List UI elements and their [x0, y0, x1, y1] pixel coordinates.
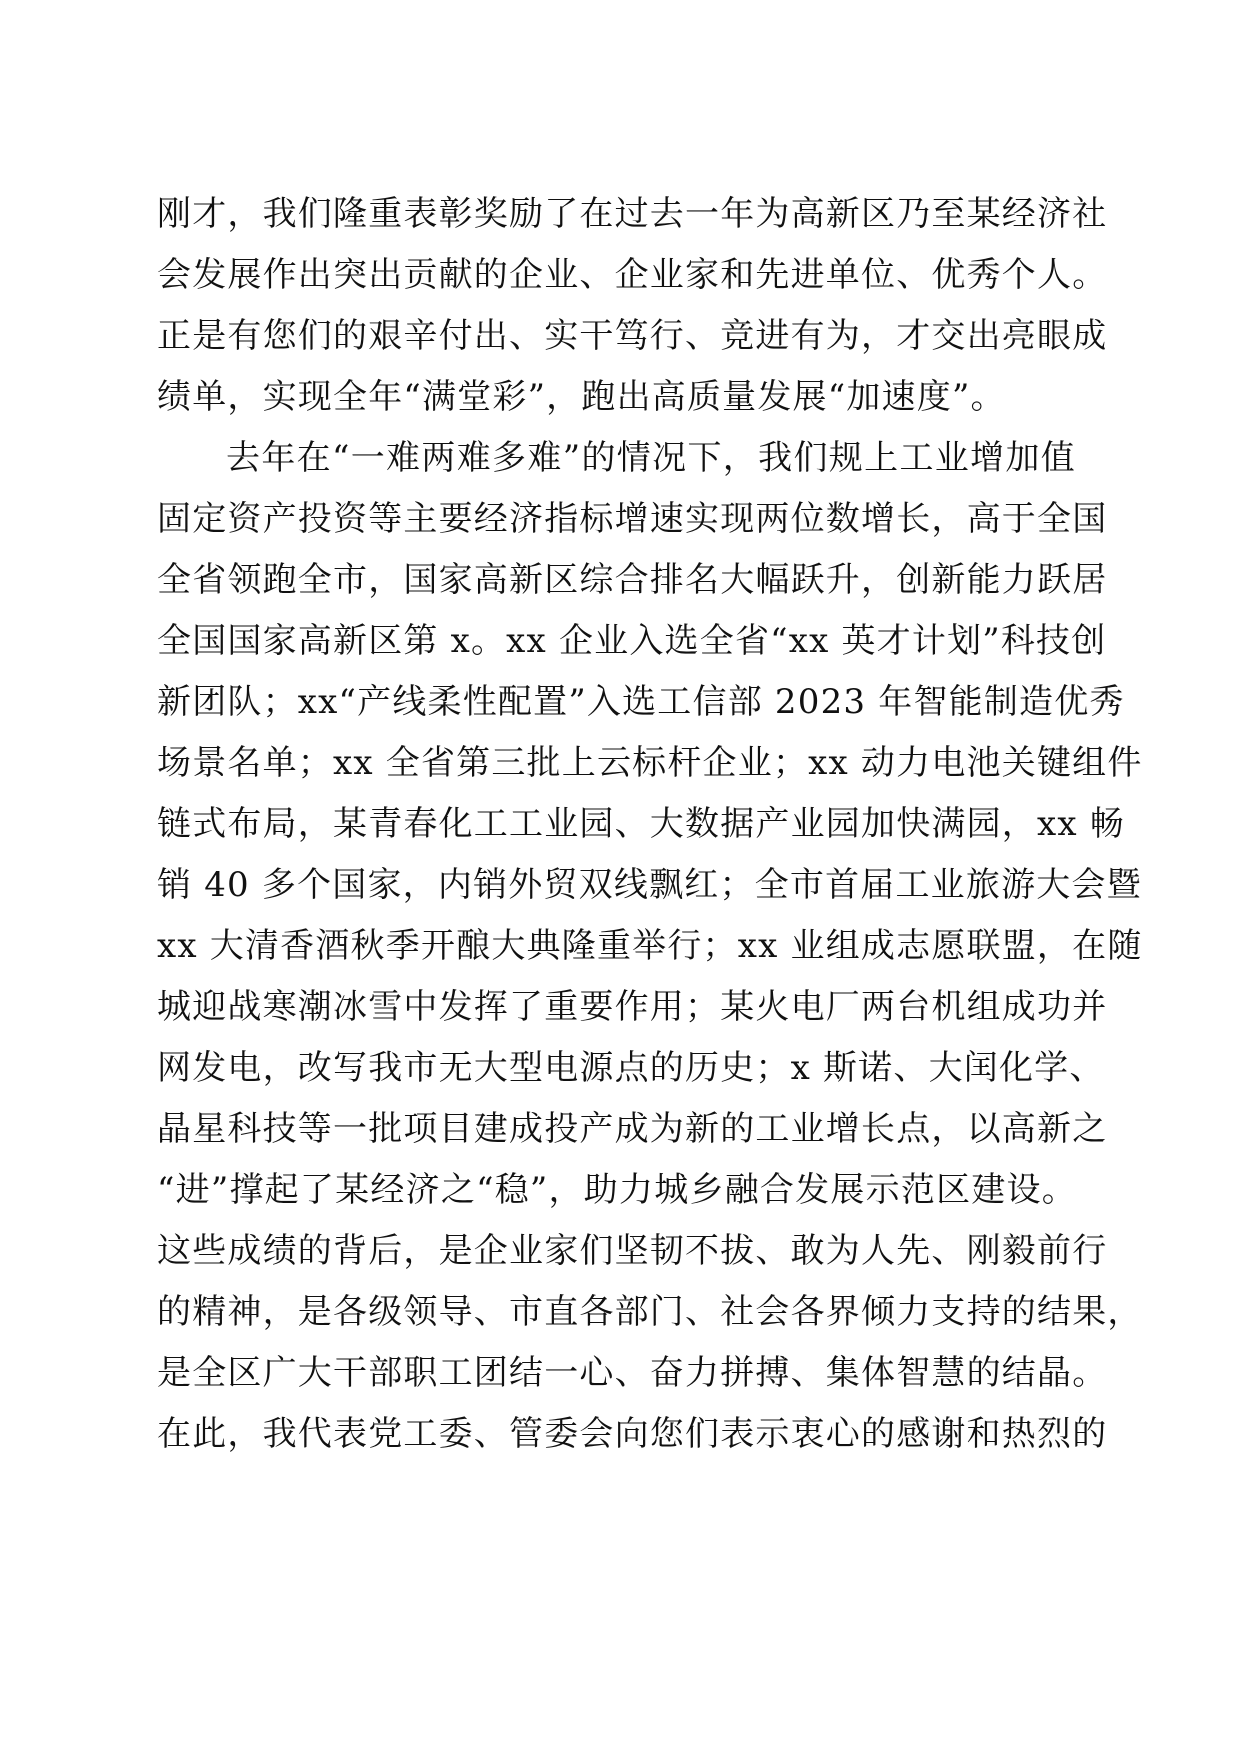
text-line: 城迎战寒潮冰雪中发挥了重要作用；某火电厂两台机组成功并: [157, 987, 1108, 1027]
text-line: “进”撑起了某经济之“稳”，助力城乡融合发展示范区建设。: [157, 1170, 1077, 1210]
text-line: 这些成绩的背后，是企业家们坚韧不拔、敢为人先、刚毅前行: [157, 1231, 1108, 1271]
text-line: 正是有您们的艰辛付出、实干笃行、竞进有为，才交出亮眼成: [157, 316, 1108, 356]
paragraph-first-line: 去年在“一难两难多难”的情况下，我们规上工业增加值: [226, 438, 1076, 478]
text-line: 全国国家高新区第 x。xx 企业入选全省“xx 英才计划”科技创: [157, 621, 1107, 661]
text-line: 刚才，我们隆重表彰奖励了在过去一年为高新区乃至某经济社: [157, 194, 1108, 234]
text-line: 晶星科技等一批项目建成投产成为新的工业增长点，以高新之: [157, 1109, 1108, 1149]
text-line: 固定资产投资等主要经济指标增速实现两位数增长，高于全国: [157, 499, 1108, 539]
text-line: 链式布局，某青春化工工业园、大数据产业园加快满园，xx 畅: [157, 804, 1125, 844]
text-line: 场景名单；xx 全省第三批上云标杆企业；xx 动力电池关键组件: [157, 743, 1143, 783]
text-line: 在此，我代表党工委、管委会向您们表示衷心的感谢和热烈的: [157, 1414, 1108, 1454]
text-line: 销 40 多个国家，内销外贸双线飘红；全市首届工业旅游大会暨: [157, 865, 1142, 905]
text-line: 网发电，改写我市无大型电源点的历史；x 斯诺、大闰化学、: [157, 1048, 1105, 1088]
text-line: 的精神，是各级领导、市直各部门、社会各界倾力支持的结果，: [157, 1292, 1143, 1332]
text-line: 新团队；xx“产线柔性配置”入选工信部 2023 年智能制造优秀: [157, 682, 1125, 722]
text-line: xx 大清香酒秋季开酿大典隆重举行；xx 业组成志愿联盟，在随: [157, 926, 1143, 966]
text-line: 是全区广大干部职工团结一心、奋力拼搏、集体智慧的结晶。: [157, 1353, 1108, 1393]
text-line: 会发展作出突出贡献的企业、企业家和先进单位、优秀个人。: [157, 255, 1108, 295]
text-line: 全省领跑全市，国家高新区综合排名大幅跃升，创新能力跃居: [157, 560, 1108, 600]
text-line: 绩单，实现全年“满堂彩”，跑出高质量发展“加速度”。: [157, 377, 1006, 417]
